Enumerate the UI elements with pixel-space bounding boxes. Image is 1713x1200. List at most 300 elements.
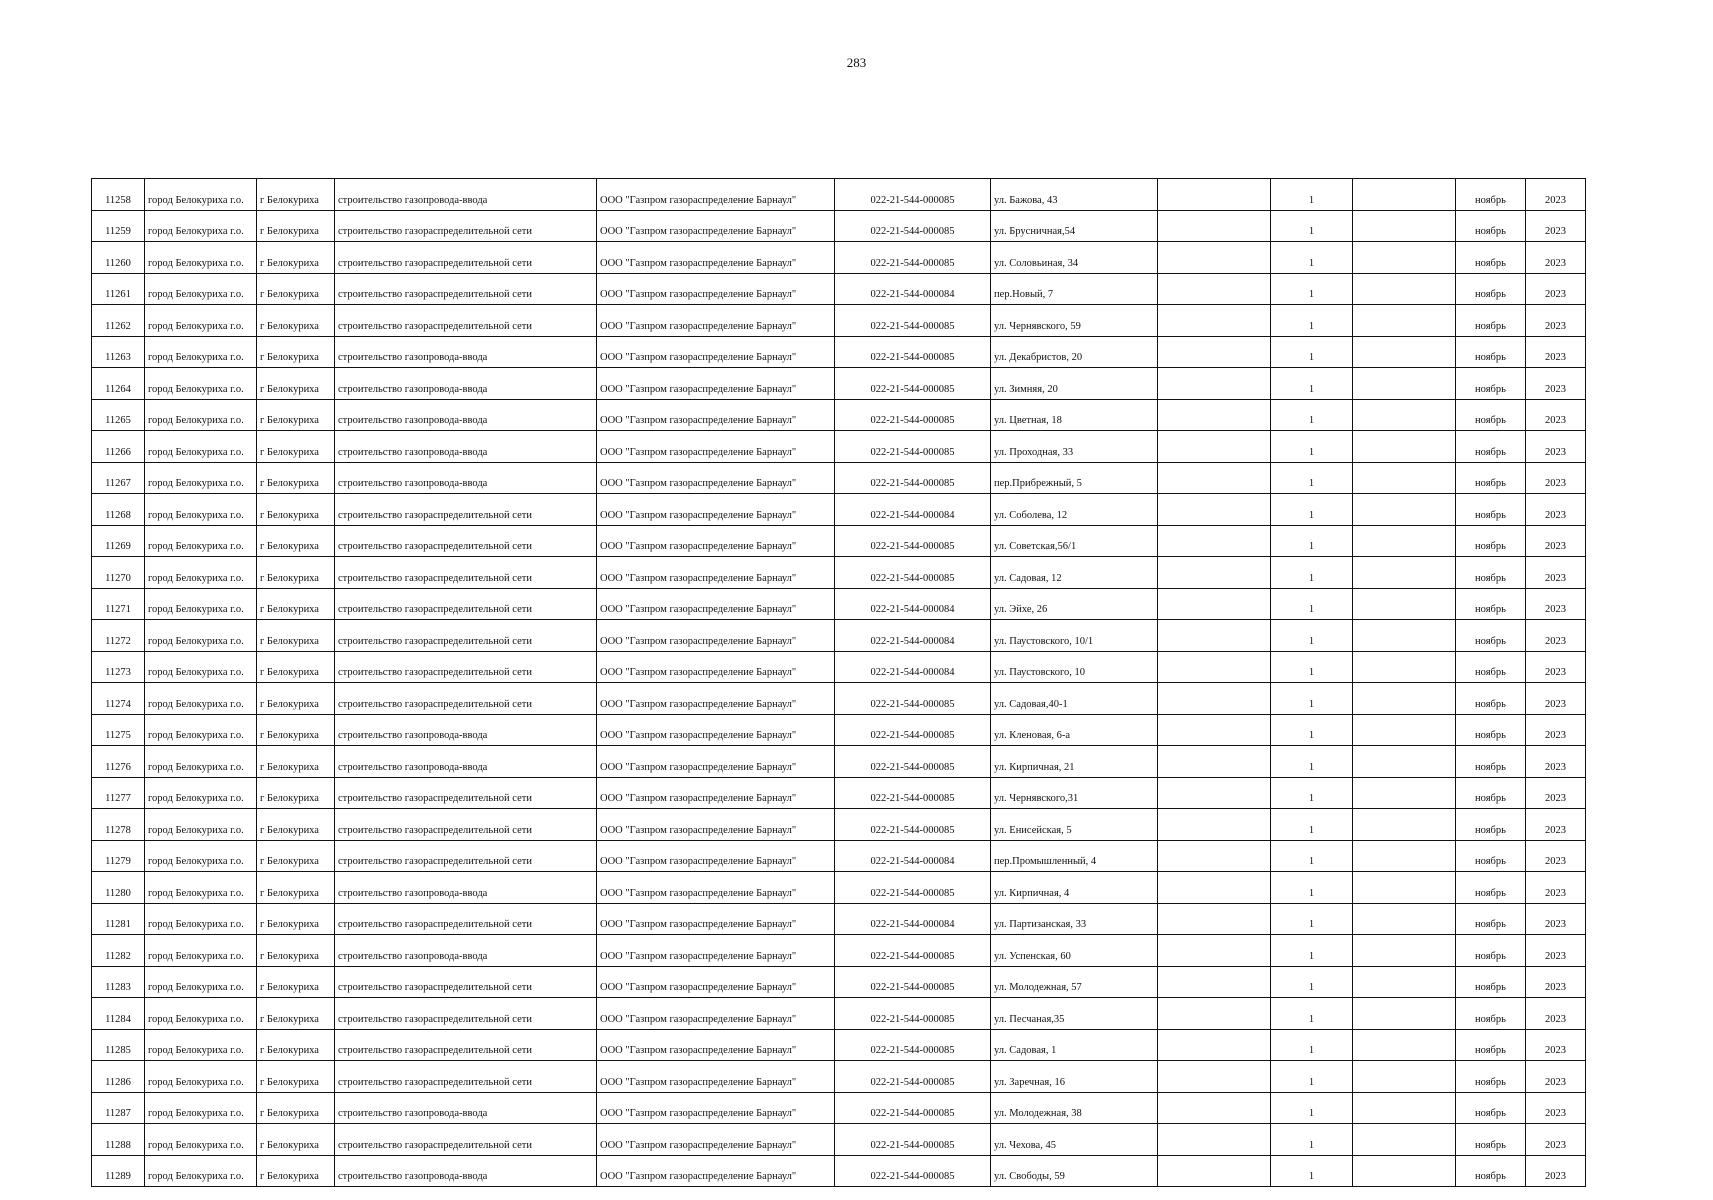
object-code-cell: 022-21-544-000085 [835, 1092, 991, 1124]
empty-cell [1353, 777, 1456, 809]
object-code-cell: 022-21-544-000085 [835, 557, 991, 589]
empty-cell [1353, 179, 1456, 211]
address-cell: ул. Соболева, 12 [991, 494, 1158, 526]
municipality-cell: город Белокуриха г.о. [145, 746, 257, 778]
row-number: 11286 [92, 1061, 145, 1093]
table-row [92, 777, 1586, 809]
year-cell: 2023 [1526, 1029, 1586, 1061]
work-type-cell: строительство газопровода-ввода [335, 179, 597, 211]
locality-cell: г Белокуриха [257, 525, 335, 557]
page-number: 283 [846, 55, 867, 70]
company-cell: ООО "Газпром газораспределение Барнаул" [597, 336, 835, 368]
row-number: 11273 [92, 651, 145, 683]
object-code-cell: 022-21-544-000085 [835, 872, 991, 904]
empty-cell [1158, 399, 1271, 431]
empty-cell [1158, 714, 1271, 746]
quantity-cell: 1 [1271, 998, 1353, 1030]
empty-cell [1353, 210, 1456, 242]
row-number: 11261 [92, 273, 145, 305]
work-type-cell: строительство газопровода-ввода [335, 1092, 597, 1124]
company-cell: ООО "Газпром газораспределение Барнаул" [597, 179, 835, 211]
company-cell: ООО "Газпром газораспределение Барнаул" [597, 1155, 835, 1187]
work-type-cell: строительство газораспределительной сети [335, 966, 597, 998]
work-type-cell: строительство газораспределительной сети [335, 1029, 597, 1061]
quantity-cell: 1 [1271, 494, 1353, 526]
municipality-cell: город Белокуриха г.о. [145, 273, 257, 305]
empty-cell [1158, 494, 1271, 526]
year-cell: 2023 [1526, 966, 1586, 998]
object-code-cell: 022-21-544-000084 [835, 588, 991, 620]
quantity-cell: 1 [1271, 179, 1353, 211]
municipality-cell: город Белокуриха г.о. [145, 305, 257, 337]
row-number: 11270 [92, 557, 145, 589]
company-cell: ООО "Газпром газораспределение Барнаул" [597, 840, 835, 872]
company-cell: ООО "Газпром газораспределение Барнаул" [597, 651, 835, 683]
locality-cell: г Белокуриха [257, 368, 335, 400]
year-cell: 2023 [1526, 179, 1586, 211]
locality-cell: г Белокуриха [257, 179, 335, 211]
municipality-cell: город Белокуриха г.о. [145, 620, 257, 652]
municipality-cell: город Белокуриха г.о. [145, 966, 257, 998]
object-code-cell: 022-21-544-000085 [835, 368, 991, 400]
object-code-cell: 022-21-544-000085 [835, 1124, 991, 1156]
row-number: 11274 [92, 683, 145, 715]
month-cell: ноябрь [1456, 1155, 1526, 1187]
municipality-cell: город Белокуриха г.о. [145, 1029, 257, 1061]
empty-cell [1353, 935, 1456, 967]
municipality-cell: город Белокуриха г.о. [145, 1061, 257, 1093]
object-code-cell: 022-21-544-000084 [835, 273, 991, 305]
company-cell: ООО "Газпром газораспределение Барнаул" [597, 557, 835, 589]
empty-cell [1353, 242, 1456, 274]
company-cell: ООО "Газпром газораспределение Барнаул" [597, 746, 835, 778]
empty-cell [1353, 588, 1456, 620]
locality-cell: г Белокуриха [257, 620, 335, 652]
locality-cell: г Белокуриха [257, 966, 335, 998]
quantity-cell: 1 [1271, 966, 1353, 998]
work-type-cell: строительство газораспределительной сети [335, 777, 597, 809]
empty-cell [1158, 903, 1271, 935]
address-cell: ул. Успенская, 60 [991, 935, 1158, 967]
work-type-cell: строительство газопровода-ввода [335, 336, 597, 368]
quantity-cell: 1 [1271, 777, 1353, 809]
object-code-cell: 022-21-544-000085 [835, 683, 991, 715]
year-cell: 2023 [1526, 368, 1586, 400]
municipality-cell: город Белокуриха г.о. [145, 431, 257, 463]
object-code-cell: 022-21-544-000085 [835, 966, 991, 998]
empty-cell [1158, 431, 1271, 463]
empty-cell [1158, 210, 1271, 242]
object-code-cell: 022-21-544-000085 [835, 431, 991, 463]
address-cell: ул. Цветная, 18 [991, 399, 1158, 431]
address-cell: ул. Чехова, 45 [991, 1124, 1158, 1156]
empty-cell [1353, 1092, 1456, 1124]
month-cell: ноябрь [1456, 746, 1526, 778]
month-cell: ноябрь [1456, 683, 1526, 715]
empty-cell [1353, 431, 1456, 463]
locality-cell: г Белокуриха [257, 683, 335, 715]
object-code-cell: 022-21-544-000085 [835, 1061, 991, 1093]
address-cell: ул. Чернявского,31 [991, 777, 1158, 809]
municipality-cell: город Белокуриха г.о. [145, 714, 257, 746]
work-type-cell: строительство газораспределительной сети [335, 840, 597, 872]
row-number: 11272 [92, 620, 145, 652]
month-cell: ноябрь [1456, 1092, 1526, 1124]
work-type-cell: строительство газопровода-ввода [335, 399, 597, 431]
empty-cell [1353, 399, 1456, 431]
empty-cell [1353, 1124, 1456, 1156]
address-cell: ул. Паустовского, 10/1 [991, 620, 1158, 652]
empty-cell [1353, 714, 1456, 746]
address-cell: ул. Песчаная,35 [991, 998, 1158, 1030]
month-cell: ноябрь [1456, 1029, 1526, 1061]
empty-cell [1158, 746, 1271, 778]
empty-cell [1353, 620, 1456, 652]
company-cell: ООО "Газпром газораспределение Барнаул" [597, 368, 835, 400]
locality-cell: г Белокуриха [257, 494, 335, 526]
municipality-cell: город Белокуриха г.о. [145, 368, 257, 400]
municipality-cell: город Белокуриха г.о. [145, 651, 257, 683]
month-cell: ноябрь [1456, 525, 1526, 557]
month-cell: ноябрь [1456, 179, 1526, 211]
month-cell: ноябрь [1456, 588, 1526, 620]
locality-cell: г Белокуриха [257, 1155, 335, 1187]
month-cell: ноябрь [1456, 903, 1526, 935]
table-row [92, 588, 1586, 620]
empty-cell [1158, 809, 1271, 841]
row-number: 11268 [92, 494, 145, 526]
address-cell: ул. Декабристов, 20 [991, 336, 1158, 368]
municipality-cell: город Белокуриха г.о. [145, 179, 257, 211]
year-cell: 2023 [1526, 210, 1586, 242]
municipality-cell: город Белокуриха г.о. [145, 777, 257, 809]
locality-cell: г Белокуриха [257, 1029, 335, 1061]
object-code-cell: 022-21-544-000085 [835, 305, 991, 337]
year-cell: 2023 [1526, 462, 1586, 494]
table-row [92, 210, 1586, 242]
row-number: 11260 [92, 242, 145, 274]
empty-cell [1353, 651, 1456, 683]
object-code-cell: 022-21-544-000085 [835, 336, 991, 368]
object-code-cell: 022-21-544-000085 [835, 1155, 991, 1187]
company-cell: ООО "Газпром газораспределение Барнаул" [597, 1092, 835, 1124]
empty-cell [1353, 998, 1456, 1030]
table-row [92, 431, 1586, 463]
municipality-cell: город Белокуриха г.о. [145, 1092, 257, 1124]
month-cell: ноябрь [1456, 998, 1526, 1030]
address-cell: ул. Эйхе, 26 [991, 588, 1158, 620]
work-type-cell: строительство газопровода-ввода [335, 935, 597, 967]
empty-cell [1353, 336, 1456, 368]
quantity-cell: 1 [1271, 1124, 1353, 1156]
row-number: 11284 [92, 998, 145, 1030]
empty-cell [1158, 840, 1271, 872]
year-cell: 2023 [1526, 746, 1586, 778]
empty-cell [1353, 273, 1456, 305]
company-cell: ООО "Газпром газораспределение Барнаул" [597, 809, 835, 841]
year-cell: 2023 [1526, 651, 1586, 683]
object-code-cell: 022-21-544-000085 [835, 179, 991, 211]
row-number: 11283 [92, 966, 145, 998]
municipality-cell: город Белокуриха г.о. [145, 242, 257, 274]
table-row [92, 998, 1586, 1030]
municipality-cell: город Белокуриха г.о. [145, 935, 257, 967]
company-cell: ООО "Газпром газораспределение Барнаул" [597, 714, 835, 746]
locality-cell: г Белокуриха [257, 903, 335, 935]
empty-cell [1158, 462, 1271, 494]
quantity-cell: 1 [1271, 714, 1353, 746]
empty-cell [1353, 1029, 1456, 1061]
work-type-cell: строительство газораспределительной сети [335, 494, 597, 526]
row-number: 11279 [92, 840, 145, 872]
locality-cell: г Белокуриха [257, 777, 335, 809]
object-code-cell: 022-21-544-000084 [835, 620, 991, 652]
work-type-cell: строительство газораспределительной сети [335, 809, 597, 841]
empty-cell [1158, 1029, 1271, 1061]
year-cell: 2023 [1526, 305, 1586, 337]
year-cell: 2023 [1526, 840, 1586, 872]
municipality-cell: город Белокуриха г.о. [145, 494, 257, 526]
row-number: 11271 [92, 588, 145, 620]
company-cell: ООО "Газпром газораспределение Барнаул" [597, 210, 835, 242]
address-cell: ул. Садовая, 12 [991, 557, 1158, 589]
table-row [92, 966, 1586, 998]
work-type-cell: строительство газораспределительной сети [335, 998, 597, 1030]
year-cell: 2023 [1526, 620, 1586, 652]
work-type-cell: строительство газораспределительной сети [335, 651, 597, 683]
work-type-cell: строительство газораспределительной сети [335, 588, 597, 620]
table-row [92, 336, 1586, 368]
municipality-cell: город Белокуриха г.о. [145, 399, 257, 431]
locality-cell: г Белокуриха [257, 840, 335, 872]
municipality-cell: город Белокуриха г.о. [145, 462, 257, 494]
table-row [92, 368, 1586, 400]
municipality-cell: город Белокуриха г.о. [145, 683, 257, 715]
empty-cell [1158, 966, 1271, 998]
locality-cell: г Белокуриха [257, 1124, 335, 1156]
address-cell: ул. Чернявского, 59 [991, 305, 1158, 337]
work-type-cell: строительство газораспределительной сети [335, 273, 597, 305]
year-cell: 2023 [1526, 336, 1586, 368]
month-cell: ноябрь [1456, 1124, 1526, 1156]
municipality-cell: город Белокуриха г.о. [145, 840, 257, 872]
month-cell: ноябрь [1456, 273, 1526, 305]
object-code-cell: 022-21-544-000085 [835, 399, 991, 431]
empty-cell [1353, 840, 1456, 872]
quantity-cell: 1 [1271, 525, 1353, 557]
row-number: 11262 [92, 305, 145, 337]
table-row [92, 1155, 1586, 1187]
empty-cell [1158, 273, 1271, 305]
quantity-cell: 1 [1271, 620, 1353, 652]
empty-cell [1158, 620, 1271, 652]
object-code-cell: 022-21-544-000085 [835, 998, 991, 1030]
locality-cell: г Белокуриха [257, 1092, 335, 1124]
company-cell: ООО "Газпром газораспределение Барнаул" [597, 525, 835, 557]
locality-cell: г Белокуриха [257, 588, 335, 620]
month-cell: ноябрь [1456, 840, 1526, 872]
address-cell: ул. Свободы, 59 [991, 1155, 1158, 1187]
table-row [92, 809, 1586, 841]
year-cell: 2023 [1526, 1155, 1586, 1187]
quantity-cell: 1 [1271, 368, 1353, 400]
address-cell: ул. Партизанская, 33 [991, 903, 1158, 935]
table-row [92, 305, 1586, 337]
address-cell: ул. Молодежная, 38 [991, 1092, 1158, 1124]
empty-cell [1353, 525, 1456, 557]
quantity-cell: 1 [1271, 399, 1353, 431]
quantity-cell: 1 [1271, 1061, 1353, 1093]
work-type-cell: строительство газопровода-ввода [335, 746, 597, 778]
empty-cell [1158, 305, 1271, 337]
object-code-cell: 022-21-544-000085 [835, 210, 991, 242]
month-cell: ноябрь [1456, 1061, 1526, 1093]
address-cell: ул. Паустовского, 10 [991, 651, 1158, 683]
year-cell: 2023 [1526, 525, 1586, 557]
row-number: 11263 [92, 336, 145, 368]
table-row [92, 1124, 1586, 1156]
work-type-cell: строительство газораспределительной сети [335, 903, 597, 935]
quantity-cell: 1 [1271, 210, 1353, 242]
address-cell: ул. Кирпичная, 21 [991, 746, 1158, 778]
month-cell: ноябрь [1456, 557, 1526, 589]
locality-cell: г Белокуриха [257, 998, 335, 1030]
quantity-cell: 1 [1271, 1155, 1353, 1187]
month-cell: ноябрь [1456, 777, 1526, 809]
address-cell: пер.Новый, 7 [991, 273, 1158, 305]
municipality-cell: город Белокуриха г.о. [145, 588, 257, 620]
municipality-cell: город Белокуриха г.о. [145, 1155, 257, 1187]
locality-cell: г Белокуриха [257, 809, 335, 841]
empty-cell [1353, 872, 1456, 904]
locality-cell: г Белокуриха [257, 746, 335, 778]
table-row [92, 462, 1586, 494]
year-cell: 2023 [1526, 399, 1586, 431]
row-number: 11258 [92, 179, 145, 211]
row-number: 11285 [92, 1029, 145, 1061]
empty-cell [1158, 1092, 1271, 1124]
table-row [92, 1029, 1586, 1061]
quantity-cell: 1 [1271, 746, 1353, 778]
object-code-cell: 022-21-544-000085 [835, 746, 991, 778]
quantity-cell: 1 [1271, 305, 1353, 337]
empty-cell [1353, 494, 1456, 526]
object-code-cell: 022-21-544-000085 [835, 935, 991, 967]
year-cell: 2023 [1526, 242, 1586, 274]
table-row [92, 525, 1586, 557]
row-number: 11269 [92, 525, 145, 557]
table-row [92, 179, 1586, 211]
work-type-cell: строительство газораспределительной сети [335, 525, 597, 557]
year-cell: 2023 [1526, 935, 1586, 967]
register-table [91, 178, 1586, 1187]
locality-cell: г Белокуриха [257, 462, 335, 494]
company-cell: ООО "Газпром газораспределение Барнаул" [597, 273, 835, 305]
table-row [92, 746, 1586, 778]
municipality-cell: город Белокуриха г.о. [145, 998, 257, 1030]
object-code-cell: 022-21-544-000084 [835, 840, 991, 872]
municipality-cell: город Белокуриха г.о. [145, 872, 257, 904]
year-cell: 2023 [1526, 431, 1586, 463]
row-number: 11288 [92, 1124, 145, 1156]
register-body [92, 179, 1586, 1187]
locality-cell: г Белокуриха [257, 872, 335, 904]
work-type-cell: строительство газопровода-ввода [335, 714, 597, 746]
company-cell: ООО "Газпром газораспределение Барнаул" [597, 1061, 835, 1093]
month-cell: ноябрь [1456, 620, 1526, 652]
quantity-cell: 1 [1271, 462, 1353, 494]
empty-cell [1353, 368, 1456, 400]
table-row [92, 242, 1586, 274]
address-cell: ул. Молодежная, 57 [991, 966, 1158, 998]
table-row [92, 1092, 1586, 1124]
month-cell: ноябрь [1456, 336, 1526, 368]
year-cell: 2023 [1526, 903, 1586, 935]
empty-cell [1158, 777, 1271, 809]
month-cell: ноябрь [1456, 872, 1526, 904]
month-cell: ноябрь [1456, 494, 1526, 526]
object-code-cell: 022-21-544-000085 [835, 777, 991, 809]
empty-cell [1158, 242, 1271, 274]
work-type-cell: строительство газопровода-ввода [335, 1155, 597, 1187]
company-cell: ООО "Газпром газораспределение Барнаул" [597, 683, 835, 715]
month-cell: ноябрь [1456, 431, 1526, 463]
work-type-cell: строительство газораспределительной сети [335, 620, 597, 652]
month-cell: ноябрь [1456, 966, 1526, 998]
municipality-cell: город Белокуриха г.о. [145, 1124, 257, 1156]
locality-cell: г Белокуриха [257, 242, 335, 274]
object-code-cell: 022-21-544-000085 [835, 809, 991, 841]
company-cell: ООО "Газпром газораспределение Барнаул" [597, 1124, 835, 1156]
object-code-cell: 022-21-544-000084 [835, 494, 991, 526]
locality-cell: г Белокуриха [257, 210, 335, 242]
year-cell: 2023 [1526, 273, 1586, 305]
company-cell: ООО "Газпром газораспределение Барнаул" [597, 305, 835, 337]
locality-cell: г Белокуриха [257, 399, 335, 431]
table-row [92, 683, 1586, 715]
address-cell: ул. Зимняя, 20 [991, 368, 1158, 400]
object-code-cell: 022-21-544-000085 [835, 1029, 991, 1061]
quantity-cell: 1 [1271, 683, 1353, 715]
quantity-cell: 1 [1271, 336, 1353, 368]
municipality-cell: город Белокуриха г.о. [145, 903, 257, 935]
empty-cell [1158, 998, 1271, 1030]
empty-cell [1353, 1061, 1456, 1093]
municipality-cell: город Белокуриха г.о. [145, 210, 257, 242]
empty-cell [1158, 557, 1271, 589]
company-cell: ООО "Газпром газораспределение Барнаул" [597, 872, 835, 904]
locality-cell: г Белокуриха [257, 557, 335, 589]
company-cell: ООО "Газпром газораспределение Барнаул" [597, 620, 835, 652]
work-type-cell: строительство газораспределительной сети [335, 305, 597, 337]
address-cell: ул. Енисейская, 5 [991, 809, 1158, 841]
company-cell: ООО "Газпром газораспределение Барнаул" [597, 431, 835, 463]
work-type-cell: строительство газораспределительной сети [335, 210, 597, 242]
municipality-cell: город Белокуриха г.о. [145, 557, 257, 589]
empty-cell [1353, 557, 1456, 589]
company-cell: ООО "Газпром газораспределение Барнаул" [597, 777, 835, 809]
quantity-cell: 1 [1271, 840, 1353, 872]
month-cell: ноябрь [1456, 935, 1526, 967]
quantity-cell: 1 [1271, 273, 1353, 305]
table-row [92, 557, 1586, 589]
locality-cell: г Белокуриха [257, 336, 335, 368]
quantity-cell: 1 [1271, 1092, 1353, 1124]
empty-cell [1353, 809, 1456, 841]
object-code-cell: 022-21-544-000084 [835, 651, 991, 683]
empty-cell [1353, 903, 1456, 935]
row-number: 11259 [92, 210, 145, 242]
